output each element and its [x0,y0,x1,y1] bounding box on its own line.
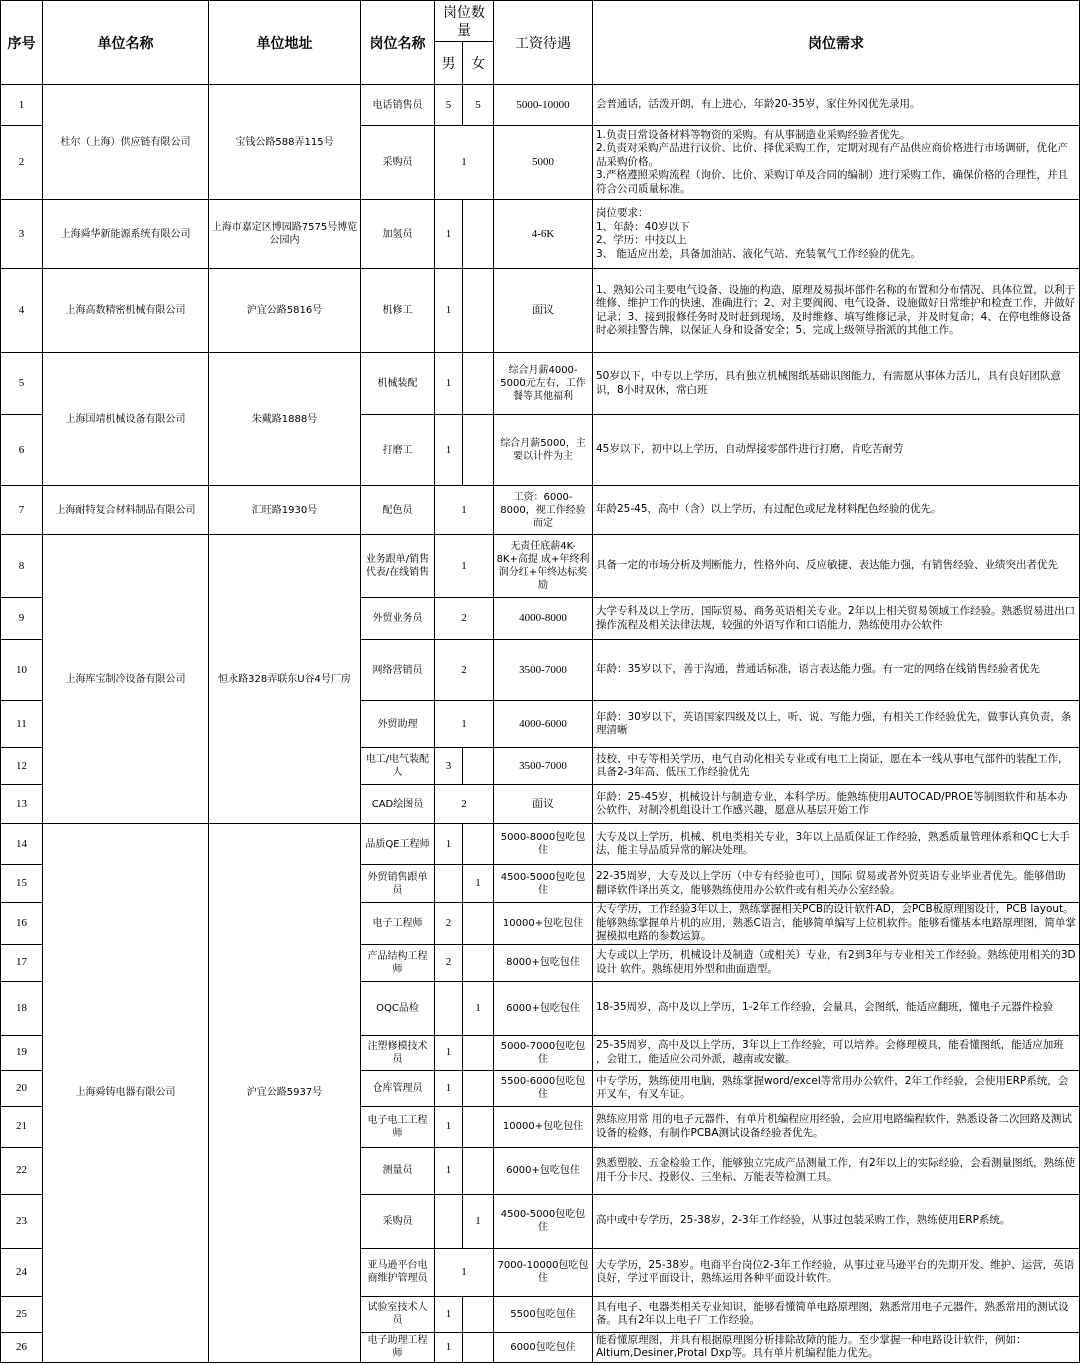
salary-cell: 无责任底薪4K-8K+高提 成+年终利润分红+年终达标奖励 [494,535,593,598]
salary-cell: 工资：6000-8000，视工作经验而定 [494,486,593,535]
requirement-cell: 具有电子、电器类相关专业知识，能够看懂简单电路原理图，熟悉常用电子元器件，熟悉常用的测试设备。具有2年以上电子厂工作经验。 [593,1296,1080,1332]
female-count-cell: 5 [463,85,494,126]
seq-cell: 11 [1,701,43,748]
table-row [1,535,1080,598]
female-count-cell [463,903,494,945]
company-cell: 上海舜华新能源系统有限公司 [43,200,209,269]
requirement-cell: 熟练应用常 用的电子元器件，有单片机编程应用经验，会应用电路编程软件，熟悉设备二次回路及测试设备的检修，有制作PCBA测试设备经验者优先。 [593,1106,1080,1147]
position-cell: 品质QE工程师 [361,824,435,865]
company-cell: 杜尔（上海）供应链有限公司 [43,85,209,200]
position-cell: 注塑修模技术员 [361,1035,435,1070]
requirement-cell: 1.负责日常设备材料等物资的采购。有从事制造业采购经验者优先。 2.负责对采购产品进行议价、比价、择优采购工作，定期对现有产品供应商价格进行市场调研，优化产品采购价格。 3.严格遵照采购流程（询价、比价、采购订单及合同的编制）进行采购工作，确保价格的合理性，并且符合公司质量标准。 [593,126,1080,200]
position-cell: CAD绘图员 [361,785,435,824]
seq-cell: 24 [1,1248,43,1296]
requirement-cell: 中专学历，熟练使用电脑，熟练掌握word/excel等常用办公软件，2年工作经验，会使用ERP系统，会开叉车，有叉车证。 [593,1070,1080,1106]
seq-cell: 4 [1,269,43,353]
position-cell: 外贸销售跟单员 [361,865,435,903]
header-salary: 工资待遇 [494,1,593,85]
female-count-cell: 1 [463,1194,494,1248]
address-cell: 恒永路328弄联东U谷4号厂房 [209,535,361,824]
company-cell: 上海国靖机械设备有限公司 [43,353,209,486]
position-cell: 网络营销员 [361,640,435,701]
male-count-cell: 1 [435,1070,463,1106]
seq-cell: 1 [1,85,43,126]
position-cell: 电子助理工程师 [361,1332,435,1362]
header-male: 男 [435,42,463,85]
salary-cell: 6000+包吃包住 [494,981,593,1035]
seq-cell: 19 [1,1035,43,1070]
address-cell: 宝钱公路588弄115号 [209,85,361,200]
requirement-cell: 会普通话，活泼开朗，有上进心，年龄20-35岁，家住外冈优先录用。 [593,85,1080,126]
position-cell: 亚马逊平台电商维护管理员 [361,1248,435,1296]
salary-cell: 5000-8000包吃包住 [494,824,593,865]
header-seq: 序号 [1,1,43,85]
position-cell: 机械装配 [361,353,435,415]
salary-cell: 8000+包吃包住 [494,944,593,981]
seq-cell: 5 [1,353,43,415]
salary-cell: 4500-5000包吃包住 [494,865,593,903]
seq-cell: 13 [1,785,43,824]
male-count-cell: 1 [435,1035,463,1070]
address-cell: 沪宜公路5937号 [209,824,361,1363]
male-count-cell: 2 [435,903,463,945]
requirement-cell: 1、熟知公司主要电气设备、设施的构造、原理及易损坏部件名称的布置和分布情况、具体位置，以利于维修、维护工作的快速、准确进行；2、对主要阀阀、电气设备、设施做好日常维护和检查工作，并做好记录；3、接到报修任务时及时赶到现场，及时维修、填写维修记录，并及时复命；4、在停电维修设备时必须挂警告牌，以保证人身和设备安全；5、完成上级领导指派的其他工作。 [593,269,1080,353]
female-count-cell [463,415,494,486]
requirement-cell: 年龄：25-45岁，机械设计与制造专业，本科学历。能熟练使用AUTOCAD/PROE等制图软件和基本办公软件，对制冷机组设计工作感兴趣，愿意从基层开始工作 [593,785,1080,824]
salary-cell: 面议 [494,785,593,824]
female-count-cell [463,1035,494,1070]
seq-cell: 26 [1,1332,43,1362]
seq-cell: 8 [1,535,43,598]
male-count-cell [435,981,463,1035]
position-cell: 采购员 [361,126,435,200]
header-position: 岗位名称 [361,1,435,85]
seq-cell: 21 [1,1106,43,1147]
requirement-cell: 45岁以下，初中以上学历，自动焊接零部件进行打磨，肯吃苦耐劳 [593,415,1080,486]
requirement-cell: 25-35周岁，高中及以上学历，3年以上工作经验，可以培养。会修理模具，能看懂图纸，能适应加班 ，会钳工，能适应公司外派，越南或安徽。 [593,1035,1080,1070]
header-count: 岗位数量 [435,1,494,42]
position-cell: 外贸助理 [361,701,435,748]
requirement-cell: 22-35周岁，大专及以上学历（中专有经验也可），国际 贸易或者外贸英语专业毕业者优先。能够借助翻译软件译出英文，能够熟练使用办公软件或有相关办公室经验。 [593,865,1080,903]
requirement-cell: 50岁以下，中专以上学历，具有独立机械图纸基础识图能力，有需愿从事体力活儿，具有良好团队意识，8小时双休，常白班 [593,353,1080,415]
salary-cell: 4000-8000 [494,598,593,640]
address-cell: 沪宜公路5816号 [209,269,361,353]
male-count-cell: 1 [435,1106,463,1147]
position-cell: 机修工 [361,269,435,353]
seq-cell: 12 [1,748,43,785]
requirement-cell: 大专或以上学历，机械设计及制造（或相关）专业，有2到3年与专业相关工作经验。熟练使用相关的3D设计 软件。熟练使用外型和曲面造型。 [593,944,1080,981]
company-cell: 上海舜铸电器有限公司 [43,824,209,1363]
requirement-cell: 年龄25-45，高中（含）以上学历，有过配色或尼龙材料配色经验的优先。 [593,486,1080,535]
female-count-cell [463,1106,494,1147]
salary-cell: 4500-5000包吃包住 [494,1194,593,1248]
position-cell: 产品结构工程师 [361,944,435,981]
position-cell: OQC品检 [361,981,435,1035]
seq-cell: 3 [1,200,43,269]
address-cell: 上海市嘉定区博园路7575号博览公园内 [209,200,361,269]
position-cell: 打磨工 [361,415,435,486]
position-cell: 测量员 [361,1147,435,1194]
position-cell: 电子电工工程师 [361,1106,435,1147]
salary-cell: 3500-7000 [494,748,593,785]
count-cell: 2 [435,598,494,640]
salary-cell: 7000-10000包吃包住 [494,1248,593,1296]
salary-cell: 10000+包吃包住 [494,903,593,945]
count-cell: 1 [435,535,494,598]
male-count-cell: 1 [435,269,463,353]
salary-cell: 综合月薪5000，主要以计件为主 [494,415,593,486]
position-cell: 试验室技术人员 [361,1296,435,1332]
requirement-cell: 大专及以上学历，机械、机电类相关专业，3年以上品质保证工作经验，熟悉质量管理体系和QC七大手法，能主导品质异常的解决处理。 [593,824,1080,865]
address-cell: 朱戴路1888号 [209,353,361,486]
salary-cell: 6000包吃包住 [494,1332,593,1362]
female-count-cell [463,748,494,785]
table-row [1,200,1080,269]
seq-cell: 7 [1,486,43,535]
male-count-cell: 1 [435,824,463,865]
company-cell: 上海耐特复合材料制品有限公司 [43,486,209,535]
header-requirements: 岗位需求 [593,1,1080,85]
requirement-cell: 年龄：30岁以下，英语国家四级及以上，听、说、写能力强，有相关工作经验优先，做事认真负责，条理清晰 [593,701,1080,748]
female-count-cell [463,200,494,269]
salary-cell: 4000-6000 [494,701,593,748]
salary-cell: 5000-7000包吃包住 [494,1035,593,1070]
table-row [1,486,1080,535]
position-cell: 外贸业务员 [361,598,435,640]
salary-cell: 3500-7000 [494,640,593,701]
salary-cell: 5500-6000包吃包住 [494,1070,593,1106]
seq-cell: 6 [1,415,43,486]
position-cell: 电话销售员 [361,85,435,126]
position-cell: 电子工程师 [361,903,435,945]
requirement-cell: 大专学历，工作经验3年以上，熟练掌握相关PCB的设计软件AD，会PCB板原理图设计，PCB layout。能够熟练掌握单片机的应用，熟悉C语言，能够简单编写上位机软件。能够看懂基本电路原理图，简单掌握模拟电路的参数运算。 [593,903,1080,945]
table-row [1,85,1080,126]
seq-cell: 18 [1,981,43,1035]
female-count-cell [463,824,494,865]
requirement-cell: 具备一定的市场分析及判断能力，性格外向、反应敏捷、表达能力强，有销售经验、业绩突出者优先 [593,535,1080,598]
male-count-cell: 5 [435,85,463,126]
requirement-cell: 岗位要求： 1、年龄：40岁以下 2、学历：中技以上 3、 能适应出差，具备加油站、液化气站、充装氧气工作经验的优先。 [593,200,1080,269]
requirement-cell: 技校、中专等相关学历，电气自动化相关专业或有电工上岗证，愿在本一线从事电气部件的装配工作，具备2-3年高、低压工作经验优先 [593,748,1080,785]
female-count-cell [463,944,494,981]
requirement-cell: 大专学历，25-38岁。电商平台岗位2-3年工作经验，从事过亚马逊平台的先期开发、维护、运营，英语良好，学过平面设计，熟练运用各种平面设计软件。 [593,1248,1080,1296]
count-cell: 2 [435,785,494,824]
requirement-cell: 能看懂原理图，并具有根据原理图分析排除故障的能力。至少掌握一种电路设计软件，例如：Altium,Desiner,Protal Dxp等。具有单片机编程能力优先。 [593,1332,1080,1362]
female-count-cell [463,1070,494,1106]
requirement-cell: 熟悉塑胶、五金检验工作，能够独立完成产品测量工作，有2年以上的实际经验，会看测量图纸，熟练使用千分卡尺、投影仪、三坐标、万能表等检测工具。 [593,1147,1080,1194]
header-company: 单位名称 [43,1,209,85]
salary-cell: 5000 [494,126,593,200]
male-count-cell: 1 [435,200,463,269]
salary-cell: 综合月薪4000-5000元左右，工作餐等其他福利 [494,353,593,415]
male-count-cell: 1 [435,415,463,486]
requirement-cell: 高中或中专学历，25-38岁，2-3年工作经验，从事过包装采购工作，熟练使用ERP系统。 [593,1194,1080,1248]
salary-cell: 4-6K [494,200,593,269]
requirement-cell: 大学专科及以上学历，国际贸易、商务英语相关专业。2年以上相关贸易领域工作经验。熟悉贸易进出口操作流程及相关法律法规，较强的外语写作和口语能力，熟练使用办公软件 [593,598,1080,640]
female-count-cell [463,1296,494,1332]
female-count-cell [463,353,494,415]
table-row [1,269,1080,353]
seq-cell: 2 [1,126,43,200]
header-female: 女 [463,42,494,85]
male-count-cell: 1 [435,1332,463,1362]
female-count-cell [463,1147,494,1194]
requirement-cell: 年龄：35岁以下，善于沟通，普通话标准，语言表达能力强。有一定的网络在线销售经验者优先 [593,640,1080,701]
male-count-cell: 1 [435,1147,463,1194]
female-count-cell [463,269,494,353]
position-cell: 加氢员 [361,200,435,269]
seq-cell: 15 [1,865,43,903]
seq-cell: 23 [1,1194,43,1248]
address-cell: 汇旺路1930号 [209,486,361,535]
salary-cell: 5000-10000 [494,85,593,126]
male-count-cell: 2 [435,944,463,981]
male-count-cell: 1 [435,1296,463,1332]
position-cell: 电工/电气装配人 [361,748,435,785]
salary-cell: 6000+包吃包住 [494,1147,593,1194]
count-cell: 2 [435,640,494,701]
count-cell: 1 [435,126,494,200]
seq-cell: 17 [1,944,43,981]
female-count-cell [463,1332,494,1362]
company-cell: 上海库宝制冷设备有限公司 [43,535,209,824]
female-count-cell: 1 [463,981,494,1035]
table-row [1,824,1080,865]
seq-cell: 20 [1,1070,43,1106]
salary-cell: 面议 [494,269,593,353]
male-count-cell: 3 [435,748,463,785]
seq-cell: 25 [1,1296,43,1332]
seq-cell: 22 [1,1147,43,1194]
header-address: 单位地址 [209,1,361,85]
male-count-cell: 1 [435,353,463,415]
female-count-cell: 1 [463,865,494,903]
company-cell: 上海高数精密机械有限公司 [43,269,209,353]
seq-cell: 14 [1,824,43,865]
position-cell: 配色员 [361,486,435,535]
salary-cell: 5500包吃包住 [494,1296,593,1332]
table-row [1,353,1080,415]
count-cell: 1 [435,1248,494,1296]
requirement-cell: 18-35周岁，高中及以上学历，1-2年工作经验，会量具，会图纸，能适应翻班，懂电子元器件检验 [593,981,1080,1035]
seq-cell: 9 [1,598,43,640]
position-cell: 仓库管理员 [361,1070,435,1106]
male-count-cell [435,1194,463,1248]
position-cell: 业务跟单/销售代表/在线销售 [361,535,435,598]
count-cell: 1 [435,486,494,535]
salary-cell: 10000+包吃包住 [494,1106,593,1147]
count-cell: 1 [435,701,494,748]
male-count-cell [435,865,463,903]
seq-cell: 10 [1,640,43,701]
seq-cell: 16 [1,903,43,945]
position-cell: 采购员 [361,1194,435,1248]
